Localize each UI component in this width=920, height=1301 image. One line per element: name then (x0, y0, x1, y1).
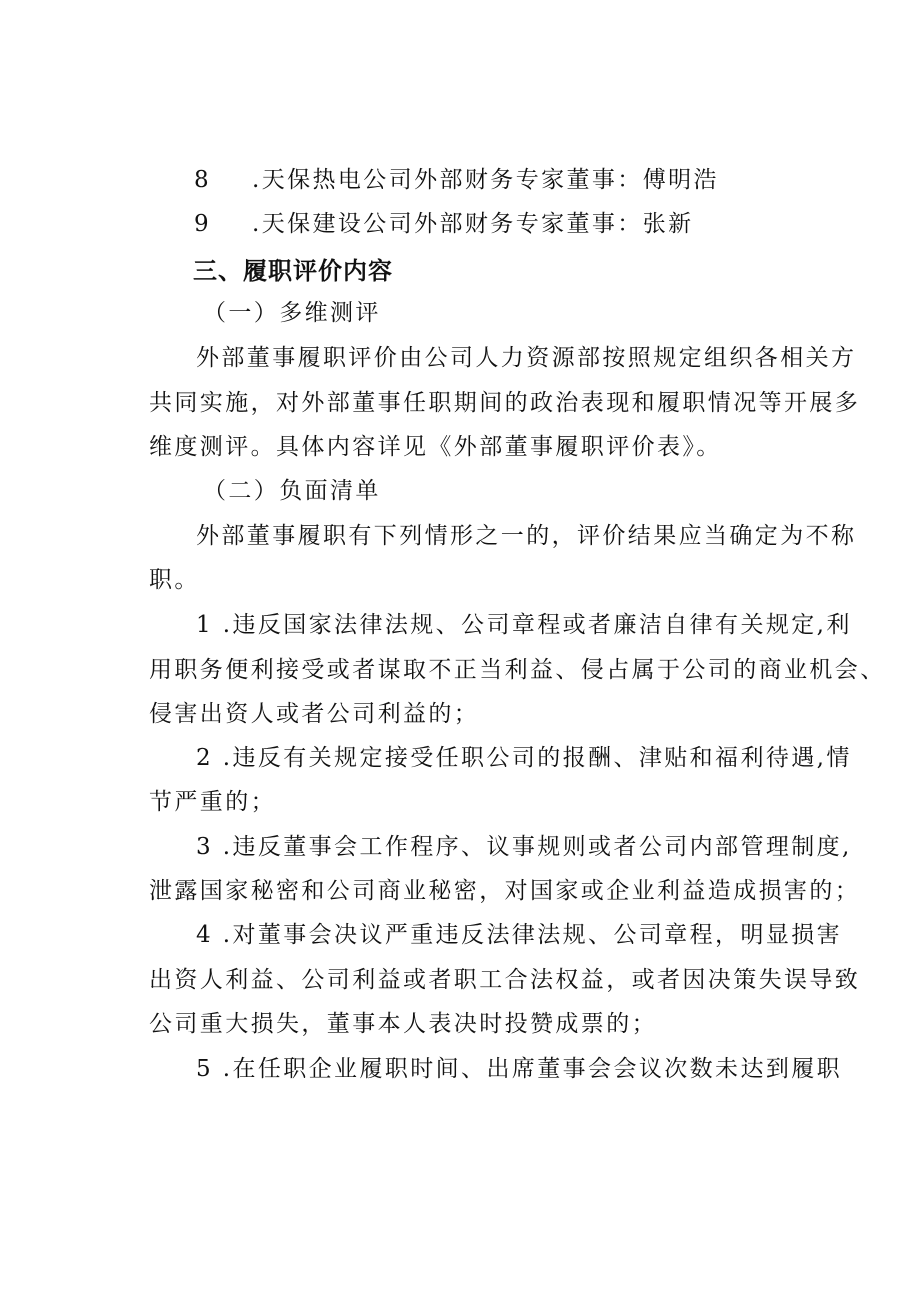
list-item-line: 4 .对董事会决议严重违反法律法规、公司章程，明显损害 (196, 922, 843, 948)
paragraph-line: 维度测评。具体内容详见《外部董事履职评价表》。 (149, 434, 722, 460)
paragraph-line: 外部董事履职有下列情形之一的，评价结果应当确定为不称 (196, 523, 857, 549)
paragraph-line: 外部董事履职评价由公司人力资源部按照规定组织各相关方 (196, 345, 857, 371)
subsection-title: （二）负面清单 (203, 478, 381, 504)
list-item-line: 节严重的； (149, 789, 276, 815)
section-heading: 三、履职评价内容 (193, 257, 393, 285)
list-item-line: 5 .在任职企业履职时间、出席董事会会议次数未达到履职 (196, 1056, 843, 1082)
subsection-title: （一）多维测评 (203, 300, 381, 326)
list-number: 9 (194, 211, 209, 237)
list-item-line: 公司重大损失，董事本人表决时投赞成票的； (149, 1011, 657, 1037)
paragraph-line: 共同实施，对外部董事任职期间的政治表现和履职情况等开展多 (149, 390, 861, 416)
list-item-line: 出资人利益、公司利益或者职工合法权益，或者因决策失误导致 (149, 967, 861, 993)
list-item-line: 侵害出资人或者公司利益的； (149, 701, 480, 727)
list-item-line: 泄露国家秘密和公司商业秘密，对国家或企业利益造成损害的； (149, 878, 861, 904)
list-item-line: 1 .违反国家法律法规、公司章程或者廉洁自律有关规定,利 (196, 612, 852, 638)
paragraph-line: 职。 (149, 567, 200, 593)
list-number: 8 (194, 167, 209, 193)
list-item-line: 用职务便利接受或者谋取不正当利益、侵占属于公司的商业机会、 (149, 657, 886, 683)
member-line: .天保建设公司外部财务专家董事：张新 (252, 211, 694, 237)
list-item-line: 3 .违反董事会工作程序、议事规则或者公司内部管理制度, (196, 834, 852, 860)
member-line: .天保热电公司外部财务专家董事：傅明浩 (252, 167, 719, 193)
list-item-line: 2 .违反有关规定接受任职公司的报酬、津贴和福利待遇,情 (196, 745, 852, 771)
